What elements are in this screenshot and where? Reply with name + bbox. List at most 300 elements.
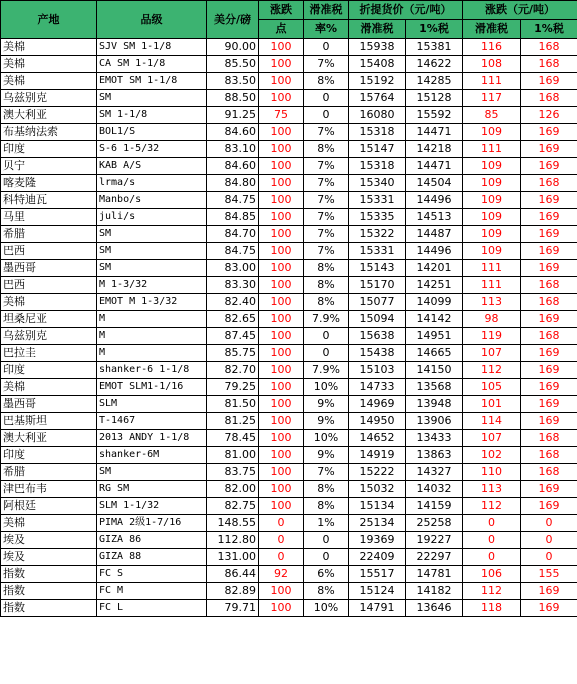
cell-price-slide: 15517 [349, 566, 406, 583]
cell-change: 100 [259, 141, 304, 158]
table-row [1, 158, 577, 175]
table-row [1, 226, 577, 243]
cell-change: 100 [259, 209, 304, 226]
header-price-1pct: 1%税 [406, 20, 463, 39]
cell-usd: 83.50 [207, 73, 259, 90]
cell-grade: EMOT M 1-3/32 [97, 294, 207, 311]
cell-price-slide: 14919 [349, 447, 406, 464]
cell-price-slide: 25134 [349, 515, 406, 532]
cell-price-slide: 15103 [349, 362, 406, 379]
cell-origin: 贝宁 [1, 158, 97, 175]
cell-price-slide: 15094 [349, 311, 406, 328]
cell-change: 100 [259, 583, 304, 600]
cell-tax-rate: 8% [304, 583, 349, 600]
cell-change-slide: 101 [463, 396, 521, 413]
cell-origin: 美棉 [1, 515, 97, 532]
cell-change-1pct: 168 [521, 464, 577, 481]
cell-price-slide: 15335 [349, 209, 406, 226]
cell-grade: shanker-6M [97, 447, 207, 464]
cell-price-1pct: 14781 [406, 566, 463, 583]
cell-change-1pct: 169 [521, 498, 577, 515]
cell-price-slide: 15318 [349, 124, 406, 141]
cell-change-slide: 109 [463, 226, 521, 243]
cell-change-slide: 0 [463, 532, 521, 549]
cell-price-slide: 14652 [349, 430, 406, 447]
cell-change-slide: 112 [463, 362, 521, 379]
cell-price-1pct: 14218 [406, 141, 463, 158]
cell-change: 100 [259, 498, 304, 515]
cell-price-slide: 15438 [349, 345, 406, 362]
cell-change-1pct: 169 [521, 413, 577, 430]
cell-price-1pct: 14327 [406, 464, 463, 481]
cell-tax-rate: 8% [304, 481, 349, 498]
cell-origin: 墨西哥 [1, 260, 97, 277]
cell-change-1pct: 169 [521, 141, 577, 158]
table-row [1, 396, 577, 413]
cell-change-slide: 113 [463, 294, 521, 311]
cell-change-slide: 111 [463, 260, 521, 277]
cell-change: 100 [259, 294, 304, 311]
cell-price-slide: 15322 [349, 226, 406, 243]
cell-grade: SLM 1-1/32 [97, 498, 207, 515]
cell-price-slide: 15764 [349, 90, 406, 107]
cell-origin: 巴拉圭 [1, 345, 97, 362]
cell-change: 0 [259, 515, 304, 532]
cell-price-1pct: 14487 [406, 226, 463, 243]
cell-usd: 83.00 [207, 260, 259, 277]
cell-price-1pct: 14665 [406, 345, 463, 362]
cell-grade: T-1467 [97, 413, 207, 430]
table-row [1, 73, 577, 90]
cell-change-1pct: 169 [521, 226, 577, 243]
header-price-slide: 滑准税 [349, 20, 406, 39]
cell-usd: 85.50 [207, 56, 259, 73]
cell-usd: 84.75 [207, 243, 259, 260]
cell-grade: shanker-6 1-1/8 [97, 362, 207, 379]
cell-origin: 津巴布韦 [1, 481, 97, 498]
cell-price-1pct: 13433 [406, 430, 463, 447]
cell-price-slide: 15331 [349, 192, 406, 209]
cell-grade: FC L [97, 600, 207, 617]
cell-change: 0 [259, 532, 304, 549]
header-grade: 品级 [97, 1, 207, 39]
cell-grade: EMOT SM 1-1/8 [97, 73, 207, 90]
cell-price-1pct: 14951 [406, 328, 463, 345]
cell-change-1pct: 169 [521, 362, 577, 379]
cell-price-slide: 15222 [349, 464, 406, 481]
cell-price-1pct: 13646 [406, 600, 463, 617]
cell-change-1pct: 168 [521, 430, 577, 447]
cell-change-slide: 109 [463, 158, 521, 175]
cell-grade: M [97, 311, 207, 328]
header-origin: 产地 [1, 1, 97, 39]
table-row [1, 311, 577, 328]
cell-price-slide: 15147 [349, 141, 406, 158]
cell-tax-rate: 8% [304, 277, 349, 294]
cell-change: 100 [259, 345, 304, 362]
cell-change-1pct: 0 [521, 515, 577, 532]
cell-price-slide: 15638 [349, 328, 406, 345]
cell-price-1pct: 14182 [406, 583, 463, 600]
cell-tax-rate: 10% [304, 379, 349, 396]
cell-tax-rate: 7.9% [304, 311, 349, 328]
cell-price-slide: 16080 [349, 107, 406, 124]
cell-usd: 84.60 [207, 158, 259, 175]
cell-price-slide: 15938 [349, 39, 406, 56]
table-row [1, 464, 577, 481]
cell-change-slide: 109 [463, 124, 521, 141]
cell-change: 100 [259, 56, 304, 73]
cell-tax-rate: 0 [304, 549, 349, 566]
cell-origin: 印度 [1, 362, 97, 379]
cell-change-1pct: 169 [521, 243, 577, 260]
cell-price-1pct: 14032 [406, 481, 463, 498]
table-row [1, 600, 577, 617]
cell-usd: 81.25 [207, 413, 259, 430]
header-tax-rate-sub: 率% [304, 20, 349, 39]
cell-price-slide: 15192 [349, 73, 406, 90]
cell-price-slide: 15408 [349, 56, 406, 73]
cell-change-1pct: 168 [521, 39, 577, 56]
cell-origin: 美棉 [1, 39, 97, 56]
cell-change-slide: 106 [463, 566, 521, 583]
cell-price-1pct: 14496 [406, 243, 463, 260]
cell-change-1pct: 168 [521, 90, 577, 107]
cell-change-slide: 118 [463, 600, 521, 617]
cell-change: 100 [259, 158, 304, 175]
cell-usd: 88.50 [207, 90, 259, 107]
table-row [1, 141, 577, 158]
cell-grade: S-6 1-5/32 [97, 141, 207, 158]
header-chg-1pct: 1%税 [521, 20, 577, 39]
cell-change-slide: 108 [463, 56, 521, 73]
cell-tax-rate: 0 [304, 328, 349, 345]
cell-change: 75 [259, 107, 304, 124]
cell-price-1pct: 14471 [406, 124, 463, 141]
cell-origin: 美棉 [1, 379, 97, 396]
cell-change-slide: 102 [463, 447, 521, 464]
table-row [1, 532, 577, 549]
cell-grade: SM [97, 464, 207, 481]
cell-tax-rate: 7% [304, 192, 349, 209]
cell-tax-rate: 7% [304, 56, 349, 73]
cell-price-1pct: 14099 [406, 294, 463, 311]
cell-change-slide: 111 [463, 73, 521, 90]
cell-change: 100 [259, 243, 304, 260]
cell-change: 100 [259, 90, 304, 107]
cell-usd: 112.80 [207, 532, 259, 549]
cell-change-slide: 109 [463, 209, 521, 226]
table-row [1, 566, 577, 583]
cell-tax-rate: 7% [304, 124, 349, 141]
cell-change-slide: 109 [463, 243, 521, 260]
table-row [1, 515, 577, 532]
cell-usd: 78.45 [207, 430, 259, 447]
cell-grade: SM [97, 226, 207, 243]
cell-tax-rate: 7% [304, 226, 349, 243]
cell-change: 100 [259, 481, 304, 498]
cell-price-1pct: 22297 [406, 549, 463, 566]
cell-usd: 85.75 [207, 345, 259, 362]
cell-change: 0 [259, 549, 304, 566]
cell-change-1pct: 0 [521, 549, 577, 566]
cell-usd: 84.70 [207, 226, 259, 243]
cell-change: 100 [259, 379, 304, 396]
table-row [1, 345, 577, 362]
cell-grade: SJV SM 1-1/8 [97, 39, 207, 56]
cell-change-slide: 112 [463, 498, 521, 515]
cell-change-slide: 112 [463, 583, 521, 600]
cell-origin: 布基纳法索 [1, 124, 97, 141]
header-usd: 美分/磅 [207, 1, 259, 39]
cell-price-slide: 14791 [349, 600, 406, 617]
cell-usd: 82.65 [207, 311, 259, 328]
cell-origin: 乌兹别克 [1, 90, 97, 107]
cell-usd: 84.80 [207, 175, 259, 192]
cell-price-1pct: 14513 [406, 209, 463, 226]
table-row [1, 175, 577, 192]
cell-grade: FC M [97, 583, 207, 600]
cell-price-1pct: 25258 [406, 515, 463, 532]
table-row [1, 379, 577, 396]
cell-change: 100 [259, 260, 304, 277]
cell-price-slide: 15077 [349, 294, 406, 311]
cell-origin: 乌兹别克 [1, 328, 97, 345]
cell-price-1pct: 14142 [406, 311, 463, 328]
cell-usd: 83.75 [207, 464, 259, 481]
cell-change-slide: 110 [463, 464, 521, 481]
table-row [1, 209, 577, 226]
cell-origin: 印度 [1, 447, 97, 464]
cell-change-1pct: 169 [521, 192, 577, 209]
cell-change-slide: 0 [463, 515, 521, 532]
cell-grade: M [97, 328, 207, 345]
cell-usd: 84.85 [207, 209, 259, 226]
cell-usd: 83.30 [207, 277, 259, 294]
cell-grade: juli/s [97, 209, 207, 226]
cell-origin: 美棉 [1, 56, 97, 73]
cell-price-slide: 15331 [349, 243, 406, 260]
table-row [1, 294, 577, 311]
cell-usd: 82.40 [207, 294, 259, 311]
table-row [1, 124, 577, 141]
cell-origin: 科特迪瓦 [1, 192, 97, 209]
cell-origin: 指数 [1, 566, 97, 583]
cell-price-slide: 14733 [349, 379, 406, 396]
cell-price-slide: 14950 [349, 413, 406, 430]
cell-change: 100 [259, 73, 304, 90]
table-row [1, 430, 577, 447]
cell-change-slide: 0 [463, 549, 521, 566]
cell-change: 100 [259, 413, 304, 430]
cell-price-1pct: 14622 [406, 56, 463, 73]
cell-price-1pct: 15592 [406, 107, 463, 124]
table-row [1, 413, 577, 430]
header-change-sub: 点 [259, 20, 304, 39]
cell-origin: 坦桑尼亚 [1, 311, 97, 328]
cell-price-slide: 15318 [349, 158, 406, 175]
cell-origin: 指数 [1, 600, 97, 617]
cell-price-1pct: 15128 [406, 90, 463, 107]
cell-usd: 84.75 [207, 192, 259, 209]
table-row [1, 447, 577, 464]
cell-origin: 指数 [1, 583, 97, 600]
cell-price-1pct: 14496 [406, 192, 463, 209]
cell-grade: SM [97, 260, 207, 277]
cell-origin: 希腊 [1, 464, 97, 481]
table-row [1, 328, 577, 345]
cell-tax-rate: 8% [304, 73, 349, 90]
cell-change: 100 [259, 311, 304, 328]
cell-grade: M [97, 345, 207, 362]
cell-origin: 澳大利亚 [1, 430, 97, 447]
cell-change: 100 [259, 192, 304, 209]
cell-grade: RG SM [97, 481, 207, 498]
cell-tax-rate: 8% [304, 260, 349, 277]
cell-price-1pct: 15381 [406, 39, 463, 56]
cell-change-slide: 105 [463, 379, 521, 396]
cell-price-1pct: 14471 [406, 158, 463, 175]
cell-change: 100 [259, 396, 304, 413]
table-row [1, 277, 577, 294]
cell-change-1pct: 169 [521, 396, 577, 413]
cell-tax-rate: 7% [304, 175, 349, 192]
cell-change: 100 [259, 328, 304, 345]
cell-change-1pct: 126 [521, 107, 577, 124]
cell-grade: M 1-3/32 [97, 277, 207, 294]
cell-change-1pct: 169 [521, 481, 577, 498]
cell-price-slide: 22409 [349, 549, 406, 566]
cell-grade: SM [97, 90, 207, 107]
cell-grade: GIZA 88 [97, 549, 207, 566]
cell-tax-rate: 9% [304, 396, 349, 413]
cell-origin: 印度 [1, 141, 97, 158]
cell-grade: PIMA 2级1-7/16 [97, 515, 207, 532]
cell-usd: 81.00 [207, 447, 259, 464]
cell-price-slide: 19369 [349, 532, 406, 549]
cell-change-slide: 111 [463, 141, 521, 158]
cell-price-slide: 15124 [349, 583, 406, 600]
cell-grade: SLM [97, 396, 207, 413]
cell-usd: 82.89 [207, 583, 259, 600]
cell-tax-rate: 0 [304, 107, 349, 124]
cell-change-slide: 111 [463, 277, 521, 294]
cell-origin: 美棉 [1, 73, 97, 90]
cell-grade: FC S [97, 566, 207, 583]
cell-change-1pct: 168 [521, 447, 577, 464]
cell-change: 100 [259, 124, 304, 141]
cell-usd: 148.55 [207, 515, 259, 532]
table-row [1, 362, 577, 379]
cell-origin: 美棉 [1, 294, 97, 311]
cell-tax-rate: 9% [304, 413, 349, 430]
cell-origin: 喀麦隆 [1, 175, 97, 192]
cell-change: 100 [259, 175, 304, 192]
cell-change: 100 [259, 362, 304, 379]
cell-tax-rate: 7% [304, 464, 349, 481]
cell-usd: 81.50 [207, 396, 259, 413]
cell-grade: CA SM 1-1/8 [97, 56, 207, 73]
cell-tax-rate: 7% [304, 243, 349, 260]
cell-change-1pct: 169 [521, 345, 577, 362]
cell-usd: 91.25 [207, 107, 259, 124]
cell-price-1pct: 14251 [406, 277, 463, 294]
table-row [1, 549, 577, 566]
table-row [1, 90, 577, 107]
cell-change-slide: 109 [463, 175, 521, 192]
cell-origin: 巴基斯坦 [1, 413, 97, 430]
cell-change-slide: 117 [463, 90, 521, 107]
cell-usd: 82.00 [207, 481, 259, 498]
cell-usd: 82.75 [207, 498, 259, 515]
cell-change: 100 [259, 226, 304, 243]
header-chg-slide: 滑准税 [463, 20, 521, 39]
cell-tax-rate: 7% [304, 158, 349, 175]
cell-change-slide: 114 [463, 413, 521, 430]
cell-origin: 巴西 [1, 277, 97, 294]
cell-tax-rate: 10% [304, 430, 349, 447]
cell-change-1pct: 155 [521, 566, 577, 583]
cell-origin: 阿根廷 [1, 498, 97, 515]
header-tax-rate: 滑准税 [304, 1, 349, 20]
cell-price-1pct: 14504 [406, 175, 463, 192]
cell-change: 100 [259, 277, 304, 294]
cell-tax-rate: 0 [304, 345, 349, 362]
cell-change-slide: 116 [463, 39, 521, 56]
cell-origin: 巴西 [1, 243, 97, 260]
cell-tax-rate: 8% [304, 141, 349, 158]
cell-price-1pct: 13948 [406, 396, 463, 413]
cell-tax-rate: 1% [304, 515, 349, 532]
cell-change: 100 [259, 600, 304, 617]
cell-grade: 2013 ANDY 1-1/8 [97, 430, 207, 447]
cell-grade: EMOT SLM1-1/16 [97, 379, 207, 396]
cell-price-1pct: 13863 [406, 447, 463, 464]
cell-change-1pct: 168 [521, 328, 577, 345]
table-row [1, 583, 577, 600]
cell-price-slide: 14969 [349, 396, 406, 413]
cell-price-1pct: 13906 [406, 413, 463, 430]
cell-change: 100 [259, 39, 304, 56]
cell-grade: GIZA 86 [97, 532, 207, 549]
cell-change-slide: 119 [463, 328, 521, 345]
cell-usd: 87.45 [207, 328, 259, 345]
cell-change: 92 [259, 566, 304, 583]
cell-change: 100 [259, 430, 304, 447]
cell-price-slide: 15170 [349, 277, 406, 294]
cell-price-slide: 15340 [349, 175, 406, 192]
cell-change-1pct: 169 [521, 583, 577, 600]
table-row [1, 260, 577, 277]
cell-price-slide: 15143 [349, 260, 406, 277]
cell-price-slide: 15032 [349, 481, 406, 498]
cell-change-1pct: 168 [521, 175, 577, 192]
cell-tax-rate: 8% [304, 294, 349, 311]
table-row [1, 56, 577, 73]
cell-origin: 澳大利亚 [1, 107, 97, 124]
cell-change-1pct: 168 [521, 56, 577, 73]
cell-change-1pct: 0 [521, 532, 577, 549]
table-row [1, 498, 577, 515]
cell-change-slide: 107 [463, 430, 521, 447]
table-row [1, 39, 577, 56]
cell-usd: 90.00 [207, 39, 259, 56]
cell-tax-rate: 8% [304, 498, 349, 515]
table-row [1, 192, 577, 209]
cell-tax-rate: 0 [304, 532, 349, 549]
cell-price-1pct: 13568 [406, 379, 463, 396]
cell-tax-rate: 0 [304, 90, 349, 107]
